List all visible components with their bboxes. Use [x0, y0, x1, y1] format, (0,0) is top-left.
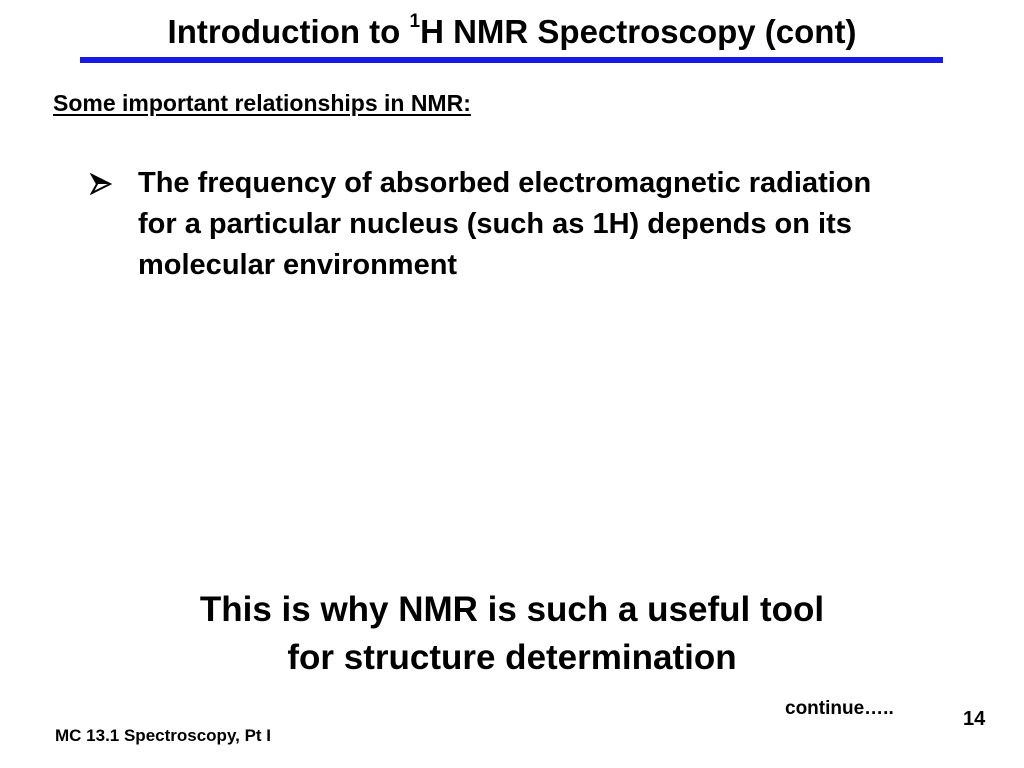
arrowhead-bullet-icon — [90, 163, 138, 286]
bullet-item — [90, 163, 890, 286]
continue-label: continue….. — [785, 698, 894, 719]
bullet-text: The frequency of absorbed electromagnetic radiation for a particular nucleus (such as 1H) depends on its molecular environment — [138, 167, 872, 281]
slide-title — [0, 12, 1024, 52]
conclusion-line-1: This is why NMR is such a useful tool — [199, 590, 825, 629]
title-superscript: 1 — [409, 11, 421, 32]
title-underline-rule — [80, 57, 943, 63]
conclusion-line-2: for structure determination — [287, 638, 737, 677]
subheading: Some important relationships in NMR: — [53, 90, 471, 116]
conclusion-text — [0, 586, 1024, 682]
footer-label: MC 13.1 Spectroscopy, Pt I — [55, 726, 272, 745]
title-text-before: Introduction to — [167, 13, 410, 50]
page-number: 14 — [963, 708, 986, 730]
title-text-after: H NMR Spectroscopy (cont) — [420, 13, 857, 50]
